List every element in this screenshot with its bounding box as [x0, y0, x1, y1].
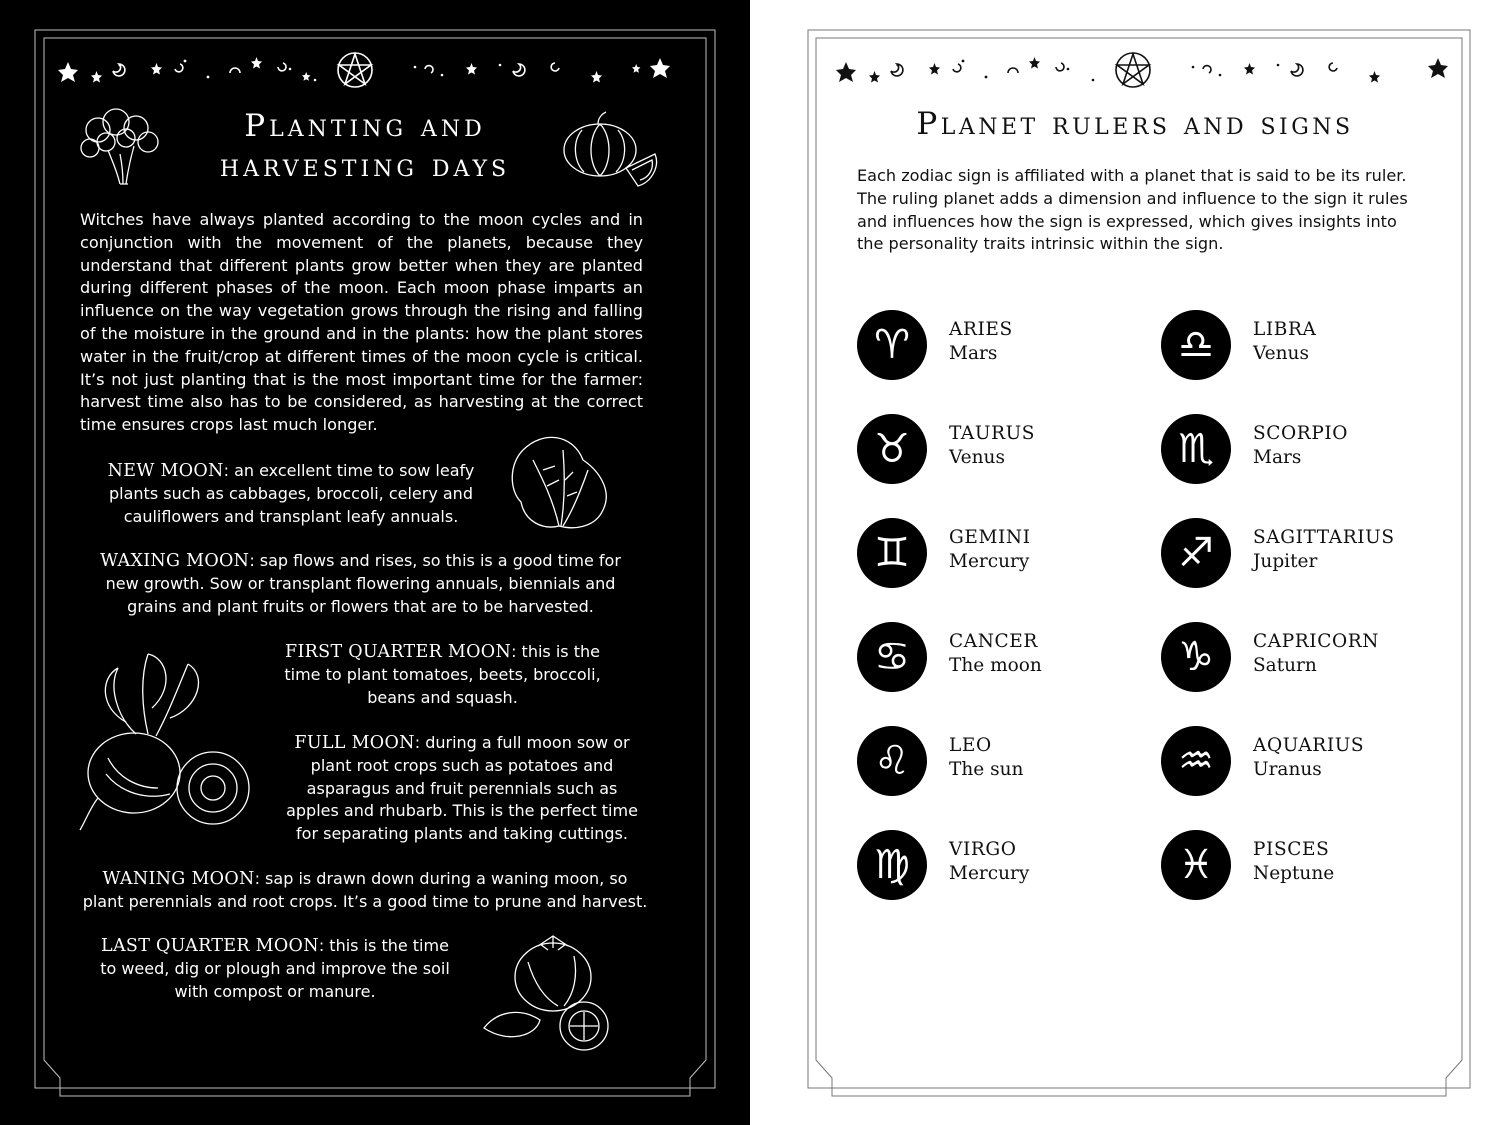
- moon-phase-name: FIRST QUARTER MOON: [285, 642, 512, 662]
- zodiac-sign-sagittarius: [1161, 518, 1461, 588]
- sign-ruler: The sun: [949, 759, 1024, 780]
- sign-name: LIBRA: [1253, 319, 1317, 340]
- sign-name: SAGITTARIUS: [1253, 527, 1395, 548]
- zodiac-sign-cancer: [857, 622, 1157, 692]
- sign-name: ARIES: [949, 319, 1013, 340]
- zodiac-sign-leo: [857, 726, 1157, 796]
- sign-ruler: Mercury: [949, 551, 1030, 572]
- star-icon: [1029, 57, 1040, 69]
- moon-phase-waning: [80, 868, 650, 914]
- moon-phase-text: : sap is drawn down during a waning moon, so plant perennials and root crops. It’s a good time to prune and harvest.: [82, 869, 648, 911]
- moon-phase-name: LAST QUARTER MOON: [101, 936, 319, 956]
- moon-phase-text: : during a full moon sow or plant root crops such as potatoes and asparagus and fruit perennials such as apples and rhubarb. This is the perfect time for separating plants and taking cuttings.: [286, 733, 638, 844]
- title-line-1: Planting and: [244, 108, 486, 144]
- moon-phase-name: FULL MOON: [294, 733, 415, 753]
- zodiac-sign-taurus: [857, 414, 1157, 484]
- lettuce-icon: [503, 430, 621, 534]
- page-title: Planet rulers and signs: [916, 106, 1354, 142]
- aries-icon: ♈: [857, 310, 927, 380]
- sign-ruler: Neptune: [1253, 863, 1335, 884]
- pentagram-circle: [1116, 53, 1150, 87]
- virgo-icon: ♍: [857, 830, 927, 900]
- sign-name: TAURUS: [949, 423, 1036, 444]
- sign-name: LEO: [949, 735, 992, 756]
- moon-phase-name: WAXING MOON: [100, 551, 250, 571]
- star-icon: [1428, 58, 1448, 78]
- star-icon: [151, 63, 162, 75]
- capricorn-icon: ♑: [1161, 622, 1231, 692]
- sign-ruler: Mars: [949, 343, 998, 364]
- star-icon: [251, 57, 262, 69]
- zodiac-sign-pisces: [1161, 830, 1461, 900]
- beetroot-icon: [78, 648, 258, 833]
- sign-name: VIRGO: [949, 839, 1017, 860]
- moon-phase-full: [278, 732, 646, 846]
- sign-name: PISCES: [1253, 839, 1330, 860]
- sign-ruler: Mars: [1253, 447, 1302, 468]
- crescent-moon-icon: [175, 64, 183, 72]
- star-icon: [650, 58, 670, 78]
- star-icon: [591, 71, 602, 83]
- page-title: [150, 106, 580, 186]
- scorpio-icon: ♏: [1161, 414, 1231, 484]
- star-icon: [91, 71, 102, 83]
- intro-paragraph: Witches have always planted according to the moon cycles and in conjunction with the movement of the planets, because they understand that different plants grow better when they are planted during different phases of the moon. Each moon phase imparts an influence on the way vegetation grows through the rising and falling of the moisture in the ground and in the plants: how the plant stores water in the fruit/crop at different times of the moon cycle is critical. It’s not just planting that is the most important time for the farmer: harvest time also has to be considered, as harvesting at the correct time ensures crops last much longer.: [80, 210, 643, 435]
- zodiac-sign-aquarius: [1161, 726, 1461, 796]
- sign-ruler: Mercury: [949, 863, 1030, 884]
- moon-phase-name: WANING MOON: [102, 869, 255, 889]
- star-icon: [1244, 63, 1255, 75]
- celestial-border: [50, 45, 680, 95]
- star-icon: [58, 62, 78, 82]
- pisces-icon: ♓: [1161, 830, 1231, 900]
- sign-ruler: Saturn: [1253, 655, 1317, 676]
- sagittarius-icon: ♐: [1161, 518, 1231, 588]
- crescent-moon-icon: [513, 64, 525, 76]
- sign-ruler: Venus: [949, 447, 1005, 468]
- sign-name: SCORPIO: [1253, 423, 1349, 444]
- moon-phase-new: [95, 460, 487, 528]
- moon-phase-first-quarter: [270, 641, 615, 709]
- sign-ruler: The moon: [949, 655, 1042, 676]
- zodiac-sign-capricorn: [1161, 622, 1461, 692]
- libra-icon: ♎: [1161, 310, 1231, 380]
- zodiac-sign-gemini: [857, 518, 1157, 588]
- cancer-icon: ♋: [857, 622, 927, 692]
- moon-phase-text: : sap flows and rises, so this is a good time for new growth. Sow or transplant flowering annuals, biennials and grains and plant fruits or flowers that are to be harvested.: [105, 551, 621, 616]
- sign-name: CAPRICORN: [1253, 631, 1380, 652]
- celestial-border: [828, 45, 1458, 95]
- sign-ruler: Jupiter: [1253, 551, 1318, 572]
- sign-name: AQUARIUS: [1253, 735, 1365, 756]
- tomato-icon: [478, 932, 618, 1052]
- leo-icon: ♌: [857, 726, 927, 796]
- star-icon: [836, 62, 856, 82]
- moon-phase-waxing: [98, 550, 623, 618]
- gemini-icon: ♊: [857, 518, 927, 588]
- zodiac-sign-libra: [1161, 310, 1461, 380]
- crescent-moon-icon: [1291, 64, 1303, 76]
- star-icon: [466, 63, 477, 75]
- sign-name: CANCER: [949, 631, 1038, 652]
- sign-ruler: Uranus: [1253, 759, 1322, 780]
- zodiac-sign-scorpio: [1161, 414, 1461, 484]
- star-icon: [929, 63, 940, 75]
- moon-phase-text: : this is the time to weed, dig or plough and improve the soil with compost or manure.: [100, 936, 450, 1001]
- moon-phase-text: : an excellent time to sow leafy plants such as cabbages, broccoli, celery and cauliflowers and transplant leafy annuals.: [109, 461, 475, 526]
- pentagram-icon: [1117, 54, 1149, 84]
- star-icon: [1369, 71, 1380, 83]
- aquarius-icon: ♒: [1161, 726, 1231, 796]
- taurus-icon: ♉: [857, 414, 927, 484]
- star-icon: [869, 71, 880, 83]
- zodiac-sign-aries: [857, 310, 1157, 380]
- title-line-2: harvesting days: [219, 148, 511, 184]
- moon-phase-last-quarter: [100, 935, 450, 1003]
- sign-name: GEMINI: [949, 527, 1031, 548]
- moon-phase-name: NEW MOON: [107, 461, 224, 481]
- pentagram-circle: [338, 53, 372, 87]
- sign-ruler: Venus: [1253, 343, 1309, 364]
- moon-phase-text: : this is the time to plant tomatoes, beets, broccoli, beans and squash.: [284, 642, 601, 707]
- pentagram-icon: [339, 54, 371, 84]
- zodiac-sign-virgo: [857, 830, 1157, 900]
- intro-paragraph: Each zodiac sign is affiliated with a planet that is said to be its ruler. The ruling planet adds a dimension and influence to the sign it rules and influences how the sign is expressed, which gives insights into the personality traits intrinsic within the sign.: [857, 166, 1408, 254]
